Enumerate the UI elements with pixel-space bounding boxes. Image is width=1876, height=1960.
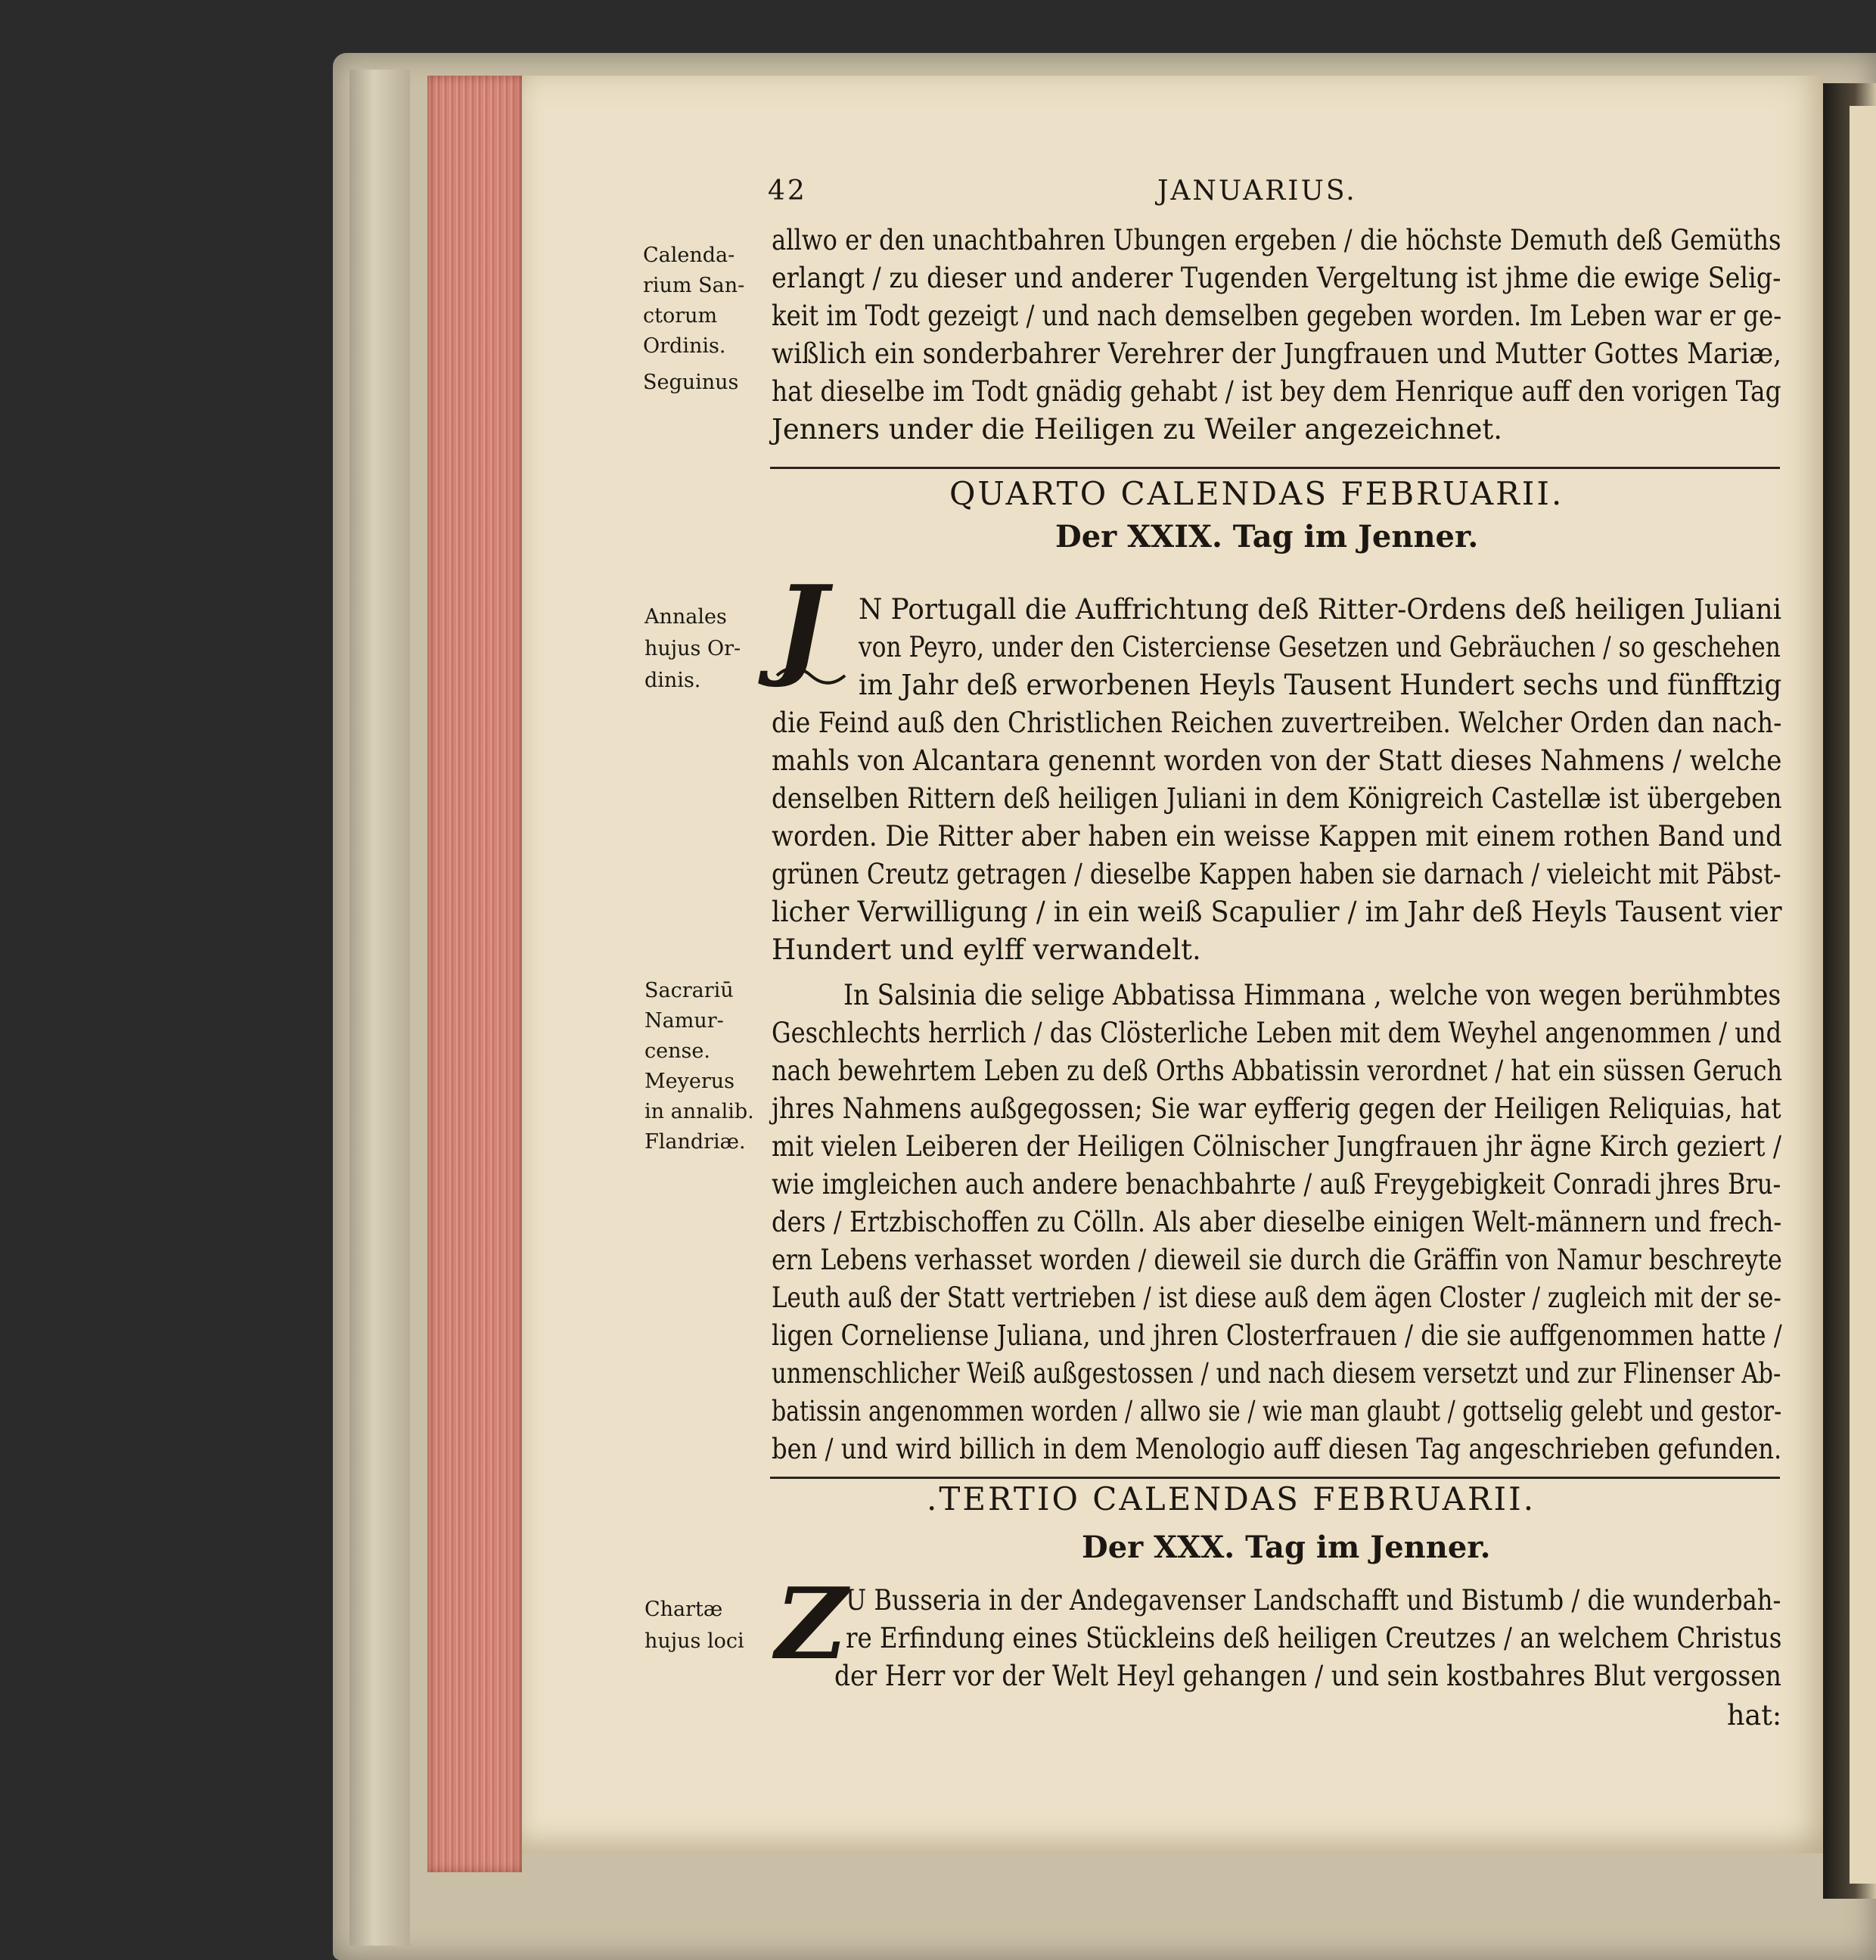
text-line: von Peyro, under den Cisterciense Gesetzen und Gebräuchen / so geschehen <box>859 631 1781 663</box>
day-heading: Der XXX. Tag im Jenner. <box>1082 1530 1491 1565</box>
text-line: grünen Creutz getragen / dieselbe Kappen haben sie darnach / vieleicht mit Päbst- <box>772 858 1781 890</box>
text-line: batissin angenommen worden / allwo sie / wie man glaubt / gottselig gelebt und gestor- <box>772 1395 1782 1427</box>
text-line: ern Lebens verhasset worden / dieweil sie durch die Gräffin von Namur beschreyte <box>772 1244 1782 1276</box>
facing-page-edge <box>1850 106 1876 1884</box>
margin-note-line: in annalib. <box>644 1100 754 1123</box>
red-page-edges <box>427 76 522 1872</box>
day-heading: Der XXIX. Tag im Jenner. <box>1055 519 1479 554</box>
text-line: ligen Corneliense Juliana, und jhren Closterfrauen / die sie auffgenommen hatte / <box>772 1319 1782 1352</box>
text-line: Geschlechts herrlich / das Clösterliche Leben mit dem Weyhel angenommen / und <box>772 1017 1782 1049</box>
text-line: keit im Todt gezeigt / und nach demselben gegeben worden. Im Leben war er ge- <box>772 300 1782 332</box>
section-heading: QUARTO CALENDAS FEBRUARII. <box>949 475 1564 512</box>
text-line: unmenschlicher Weiß außgestossen / und nach diesem versetzt und zur Flinenser Ab- <box>772 1357 1781 1390</box>
margin-note-line: Namur- <box>644 1009 724 1033</box>
text-line: nach bewehrtem Leben zu deß Orths Abbatissin verordnet / hat ein süssen Geruch <box>772 1055 1783 1087</box>
margin-note-line: Seguinus <box>643 371 739 394</box>
text-line: ben / und wird billich in dem Menologio auff diesen Tag angeschrieben gefunden. <box>772 1433 1782 1465</box>
text-line: worden. Die Ritter aber haben ein weisse Kappen mit einem rothen Band und <box>772 820 1782 853</box>
margin-note-line: Meyerus <box>644 1070 735 1093</box>
margin-note-line: Sacrariū <box>644 979 734 1002</box>
text-line: licher Verwilligung / in ein weiß Scapulier / im Jahr deß Heyls Tausent vier <box>772 896 1782 928</box>
text-line: N Portugall die Auffrichtung deß Ritter-Ordens deß heiligen Juliani <box>859 593 1782 626</box>
page-number: 42 <box>768 175 807 207</box>
drop-cap-initial: Z <box>775 1566 847 1682</box>
margin-note-line: Chartæ <box>644 1598 723 1621</box>
book-spine <box>349 70 410 1946</box>
running-title: JANUARIUS. <box>1157 175 1357 207</box>
text-line: Jenners under die Heiligen zu Weiler angezeichnet. <box>772 413 1503 446</box>
margin-note-line: Ordinis. <box>643 334 726 358</box>
margin-note-line: hujus Or- <box>644 637 741 660</box>
text-line: wißlich ein sonderbahrer Verehrer der Jungfrauen und Mutter Gottes Mariæ, <box>772 337 1782 370</box>
text-line: U Busseria in der Andegavenser Landschafft und Bistumb / die wunderbah- <box>846 1584 1781 1617</box>
text-line: mit vielen Leiberen der Heiligen Cölnischer Jungfrauen jhr ägne Kirch geziert / <box>772 1130 1782 1163</box>
margin-note-line: Calenda- <box>643 244 735 267</box>
drop-cap-flourish <box>773 664 849 687</box>
margin-note-line: ctorum <box>643 304 718 328</box>
section-heading: .TERTIO CALENDAS FEBRUARII. <box>927 1480 1536 1517</box>
margin-note-line: Flandriæ. <box>644 1130 746 1154</box>
text-line: im Jahr deß erworbenen Heyls Tausent Hundert sechs und fünfftzig <box>859 669 1782 701</box>
margin-note-line: dinis. <box>644 669 701 692</box>
text-line: ders / Ertzbischoffen zu Cölln. Als aber dieselbe einigen Welt-männern und frech- <box>772 1206 1782 1238</box>
drop-cap-initial: J <box>775 562 828 691</box>
margin-note-line: rium San- <box>643 274 745 297</box>
text-line: die Feind auß den Christlichen Reichen zuvertreiben. Welcher Orden dan nach- <box>772 707 1782 739</box>
margin-note-line: cense. <box>644 1039 710 1063</box>
text-line: re Erfindung eines Stückleins deß heiligen Creutzes / an welchem Christus <box>846 1622 1782 1654</box>
catchword: hat: <box>1727 1699 1782 1732</box>
text-line: wie imgleichen auch andere benachbahrte / auß Freygebigkeit Conradi jhres Bru- <box>772 1168 1781 1201</box>
text-line: jhres Nahmens außgegossen; Sie war eyfferig gegen der Heiligen Reliquias, hat <box>772 1092 1781 1125</box>
text-line: In Salsinia die selige Abbatissa Himmana , welche von wegen berühmbtes <box>843 979 1781 1011</box>
text-line: Leuth auß der Statt vertrieben / ist diese auß dem ägen Closter / zugleich mit der se- <box>772 1281 1781 1314</box>
margin-note-line: hujus loci <box>644 1629 744 1653</box>
text-line: erlangt / zu dieser und anderer Tugenden Vergeltung ist jhme die ewige Selig- <box>772 262 1781 294</box>
text-line: Hundert und eylff verwandelt. <box>772 933 1201 966</box>
section-divider <box>770 1477 1780 1479</box>
text-line: der Herr vor der Welt Heyl gehangen / und sein kostbahres Blut vergossen <box>834 1660 1781 1692</box>
margin-note-line: Annales <box>644 605 727 629</box>
section-divider <box>770 467 1780 469</box>
text-line: mahls von Alcantara genennt worden von der Statt dieses Nahmens / welche <box>772 744 1782 777</box>
text-line: hat dieselbe im Todt gnädig gehabt / ist bey dem Henrique auff den vorigen Tag <box>772 375 1781 408</box>
text-line: denselben Rittern deß heiligen Juliani in dem Königreich Castellæ ist übergeben <box>772 782 1782 815</box>
text-line: allwo er den unachtbahren Ubungen ergeben / die höchste Demuth deß Gemüths <box>772 224 1781 256</box>
